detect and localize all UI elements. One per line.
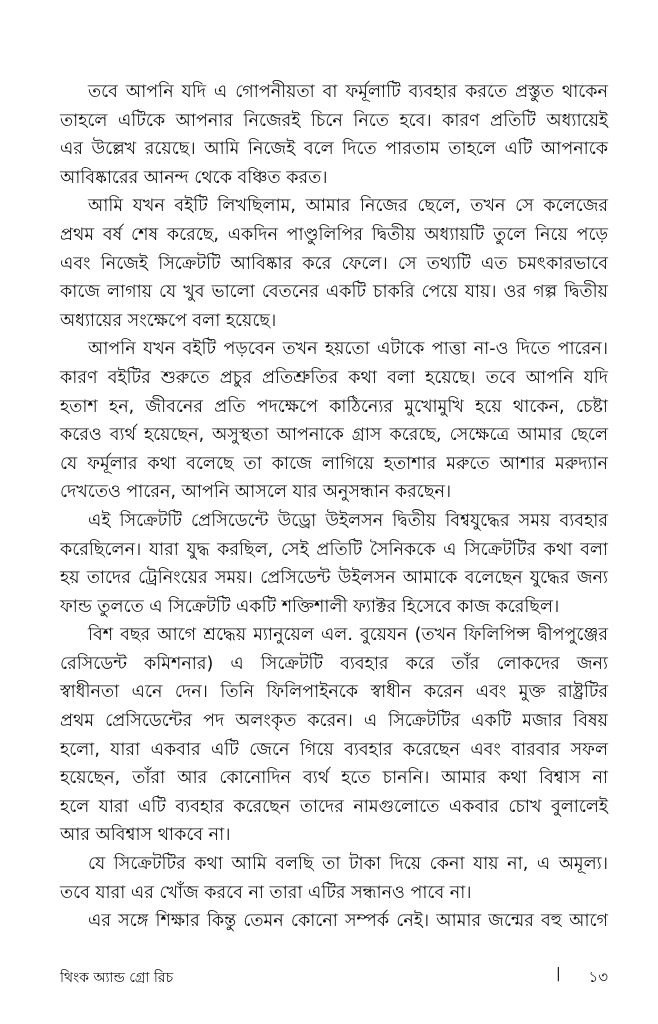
text-line: কাজে লাগায় যে খুব ভালো বেতনের একটি চাকরি পেয়ে যায়। ওর গল্প দ্বিতীয় (60, 282, 608, 303)
text-line: আবিষ্কারের আনন্দ থেকে বঞ্চিত করত। (60, 167, 328, 188)
text-line: এর উল্লেখ রয়েছে। আমি নিজেই বলে দিতে পারতাম তাহলে এটি আপনাকে (60, 139, 608, 160)
text-line: এর সঙ্গে শিক্ষার কিন্তু তেমন কোনো সম্পর্ক নেই। আমার জন্মের বহু আগে (88, 911, 608, 932)
page-number: ১৩ (588, 968, 608, 986)
paragraph (60, 507, 608, 621)
running-footer-title: থিংক অ্যান্ড গ্রো রিচ (60, 970, 174, 986)
text-line: স্বাধীনতা এনে দেন। তিনি ফিলিপাইনকে স্বাধীন করেন এবং মুক্ত রাষ্ট্রটির (60, 682, 608, 703)
paragraph (60, 907, 608, 936)
text-line: এবং নিজেই সিক্রেটটি আবিষ্কার করে ফেলে। সে তথ্যটি এত চমৎকারভাবে (60, 253, 608, 274)
text-line: আপনি যখন বইটি পড়বেন তখন হয়তো এটাকে পাত্তা না-ও দিতে পারেন। (88, 339, 608, 360)
text-line: আর অবিশ্বাস থাকবে না। (60, 825, 231, 846)
paragraph (60, 335, 608, 507)
text-line: হয় তাদের ট্রেনিংয়ের সময়। প্রেসিডেন্ট উইলসন আমাকে বলেছেন যুদ্ধের জন্য (60, 568, 608, 589)
paragraph (60, 850, 608, 907)
text-line: বিশ বছর আগে শ্রদ্ধেয় ম্যানুয়েল এল. বুয়েযন (তখন ফিলিপিন্স দ্বীপপুঞ্জের (88, 625, 608, 646)
text-line: রেসিডেন্ট কমিশনার) এ সিক্রেটটি ব্যবহার করে তাঁর লোকদের জন্য (60, 653, 608, 674)
paragraph (60, 78, 608, 192)
text-line: ফান্ড তুলতে এ সিক্রেটটি একটি শক্তিশালী ফ্যাক্টর হিসেবে কাজ করেছিল। (60, 596, 560, 617)
page-body (60, 78, 608, 936)
paragraph (60, 621, 608, 850)
text-line: তবে যারা এর খোঁজ করবে না তারা এটির সন্ধানও পাবে না। (60, 882, 472, 903)
text-line: তাহলে এটিকে আপনার নিজেরই চিনে নিতে হবে। কারণ প্রতিটি অধ্যায়েই (60, 110, 608, 131)
text-line: করেছিলেন। যারা যুদ্ধ করছিল, সেই প্রতিটি সৈনিককে এ সিক্রেটটির কথা বলা (60, 539, 608, 560)
text-line: প্রথম প্রেসিডেন্টের পদ অলংকৃত করেন। এ সিক্রেটটির একটি মজার বিষয় (60, 711, 608, 732)
text-line: প্রথম বর্ষ শেষ করেছে, একদিন পাণ্ডুলিপির দ্বিতীয় অধ্যায়টি তুলে নিয়ে পড়ে (60, 224, 608, 245)
text-line: আমি যখন বইটি লিখছিলাম, আমার নিজের ছেলে, তখন সে কলেজের (88, 196, 608, 217)
text-line: কারণ বইটির শুরুতে প্রচুর প্রতিশ্রুতির কথা বলা হয়েছে। তবে আপনি যদি (60, 367, 608, 388)
text-line: তবে আপনি যদি এ গোপনীয়তা বা ফর্মূলাটি ব্যবহার করতে প্রস্তুত থাকেন (88, 82, 608, 102)
text-line: এই সিক্রেটটি প্রেসিডেন্টে উড্রো উইলসন দ্বিতীয় বিশ্বযুদ্ধের সময় ব্যবহার (88, 510, 608, 531)
text-line: অধ্যায়ের সংক্ষেপে বলা হয়েছে। (60, 310, 277, 331)
text-line: হয়েছেন, তাঁরা আর কোনোদিন ব্যর্থ হতে চাননি। আমার কথা বিশ্বাস না (60, 768, 608, 789)
text-line: হতাশ হন, জীবনের প্রতি পদক্ষেপে কাঠিন্যের মুখোমুখি হয়ে থাকেন, চেষ্টা (60, 396, 608, 417)
text-line: হলে যারা এটি ব্যবহার করেছেন তাদের নামগুলোতে একবার চোখ বুলালেই (60, 796, 608, 817)
text-line: যে সিক্রেটটির কথা আমি বলছি তা টাকা দিয়ে কেনা যায় না, এ অমূল্য। (88, 854, 608, 875)
text-line: হলো, যারা একবার এটি জেনে গিয়ে ব্যবহার করেছেন এবং বারবার সফল (60, 739, 608, 760)
text-line: দেখতেও পারেন, আপনি আসলে যার অনুসন্ধান করছেন। (60, 482, 452, 503)
text-line: করেও ব্যর্থ হয়েছেন, অসুস্থতা আপনাকে গ্রাস করেছে, সেক্ষেত্রে আমার ছেলে (60, 425, 608, 446)
text-line: যে ফর্মূলার কথা বলেছে তা কাজে লাগিয়ে হতাশার মরুতে আশার মরুদ্যান (60, 453, 608, 474)
paragraph (60, 192, 608, 335)
page-footer (60, 966, 608, 988)
footer-separator: | (556, 966, 561, 982)
